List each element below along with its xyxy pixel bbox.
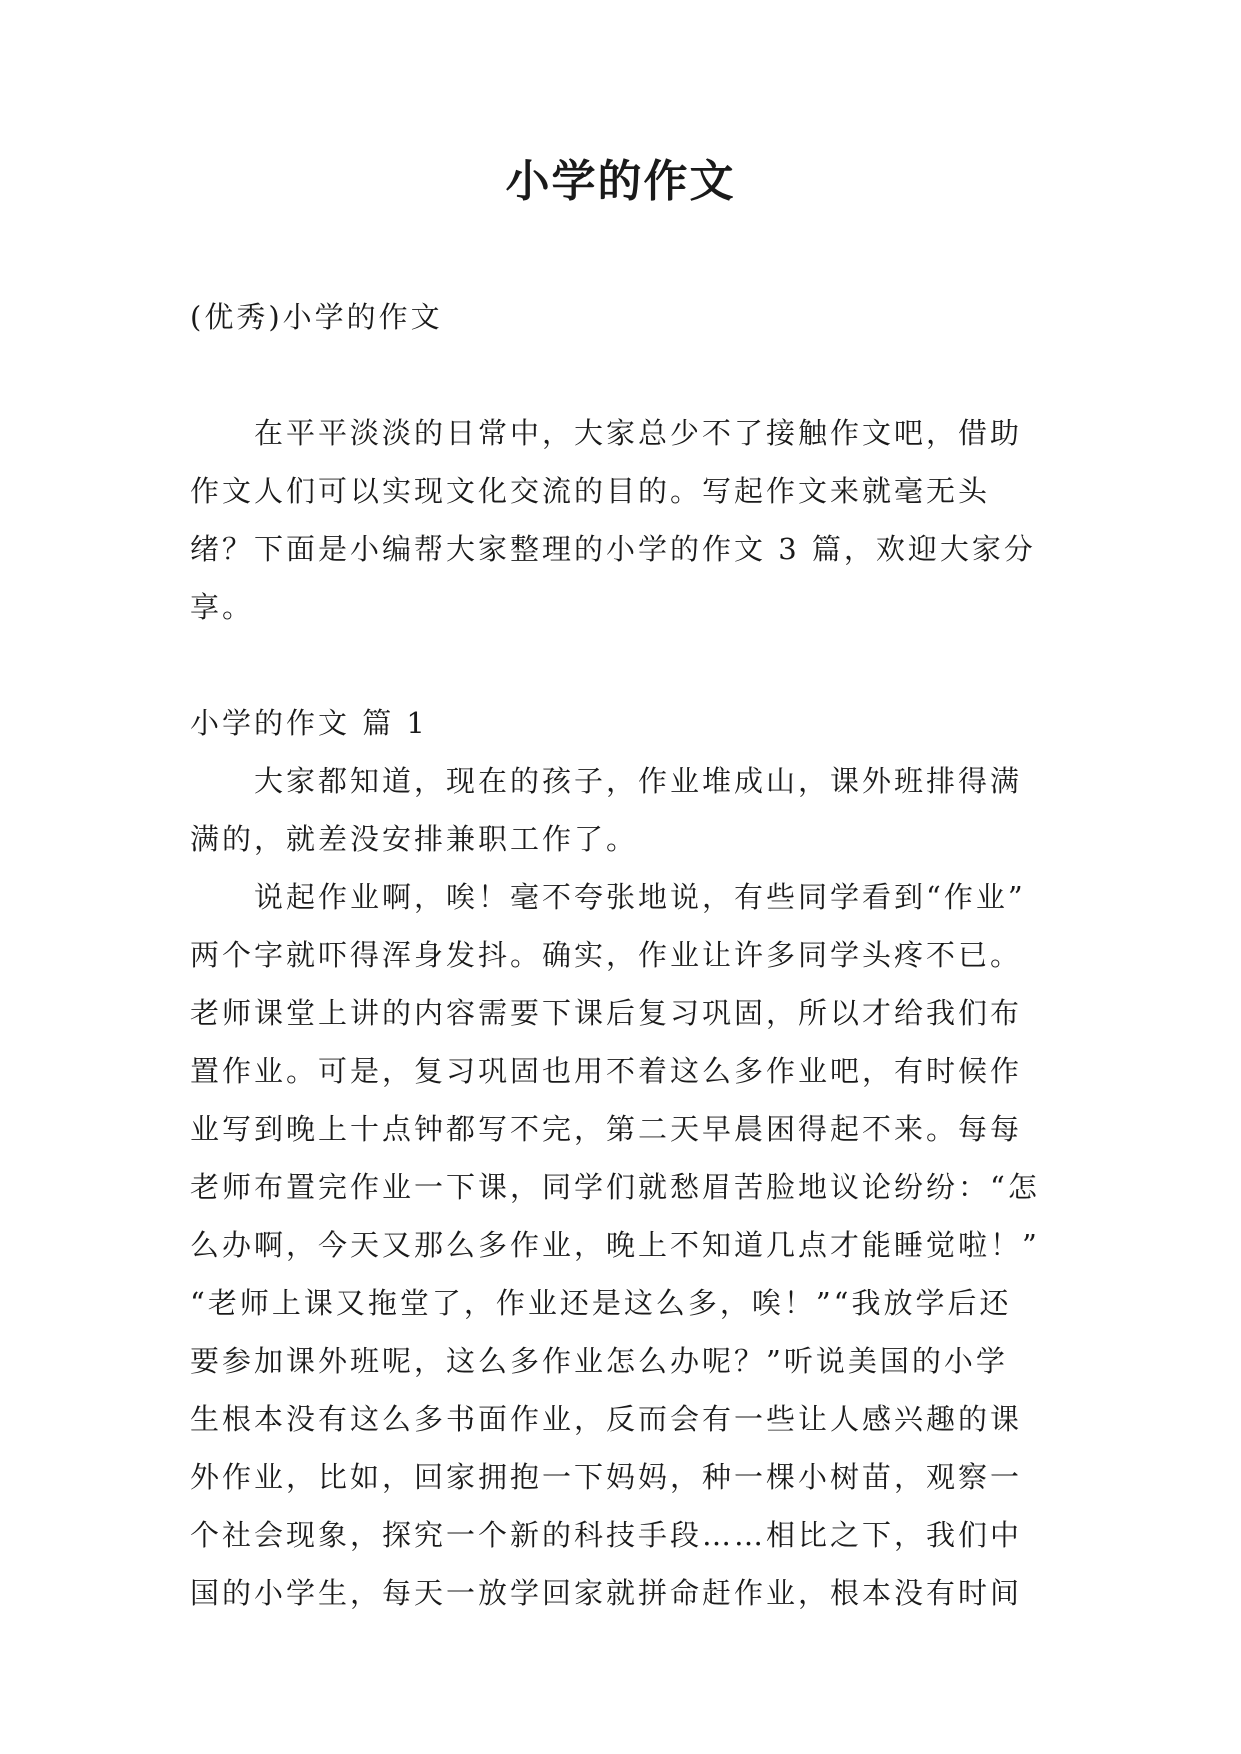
paragraph-line: 大家都知道，现在的孩子，作业堆成山，课外班排得满 <box>254 764 1023 798</box>
paragraph-line: 要参加课外班呢，这么多作业怎么办呢？”听说美国的小学 <box>190 1344 1008 1378</box>
intro-line: 在平平淡淡的日常中，大家总少不了接触作文吧，借助 <box>254 416 1023 450</box>
intro-paragraph <box>190 404 1065 636</box>
paragraph-line: 生根本没有这么多书面作业，反而会有一些让人感兴趣的课 <box>190 1402 1023 1436</box>
paragraph-line: 么办啊，今天又那么多作业，晚上不知道几点才能睡觉啦！” <box>190 1228 1040 1262</box>
paragraph-line: 老师布置完作业一下课，同学们就愁眉苦脸地议论纷纷：“怎 <box>190 1170 1040 1204</box>
paragraph-line: 老师课堂上讲的内容需要下课后复习巩固，所以才给我们布 <box>190 996 1023 1030</box>
intro-line: 享。 <box>190 590 255 624</box>
paragraph-line: “老师上课又拖堂了，作业还是这么多，唉！”“我放学后还 <box>190 1286 1012 1320</box>
paragraph-line: 外作业，比如，回家拥抱一下妈妈，种一棵小树苗，观察一 <box>190 1460 1023 1494</box>
paragraph-line: 个社会现象，探究一个新的科技手段……相比之下，我们中 <box>190 1518 1023 1552</box>
paragraph-line: 置作业。可是，复习巩固也用不着这么多作业吧，有时候作 <box>190 1054 1023 1088</box>
section-heading: 小学的作文 篇 1 <box>190 706 428 740</box>
document-subtitle: (优秀)小学的作文 <box>190 300 443 334</box>
paragraph-1 <box>190 752 1065 868</box>
document-title: 小学的作文 <box>505 156 736 207</box>
paragraph-line: 满的，就差没安排兼职工作了。 <box>190 822 639 856</box>
paragraph-line: 说起作业啊，唉！毫不夸张地说，有些同学看到“作业” <box>254 880 1026 914</box>
intro-line: 绪？下面是小编帮大家整理的小学的作文 3 篇，欢迎大家分 <box>190 532 1036 566</box>
paragraph-line: 业写到晚上十点钟都写不完，第二天早晨困得起不来。每每 <box>190 1112 1023 1146</box>
document-body <box>190 288 1065 1622</box>
paragraph-line: 国的小学生，每天一放学回家就拼命赶作业，根本没有时间 <box>190 1576 1023 1610</box>
paragraph-2 <box>190 868 1065 1622</box>
intro-line: 作文人们可以实现文化交流的目的。写起作文来就毫无头 <box>190 474 991 508</box>
paragraph-line: 两个字就吓得浑身发抖。确实，作业让许多同学头疼不已。 <box>190 938 1023 972</box>
